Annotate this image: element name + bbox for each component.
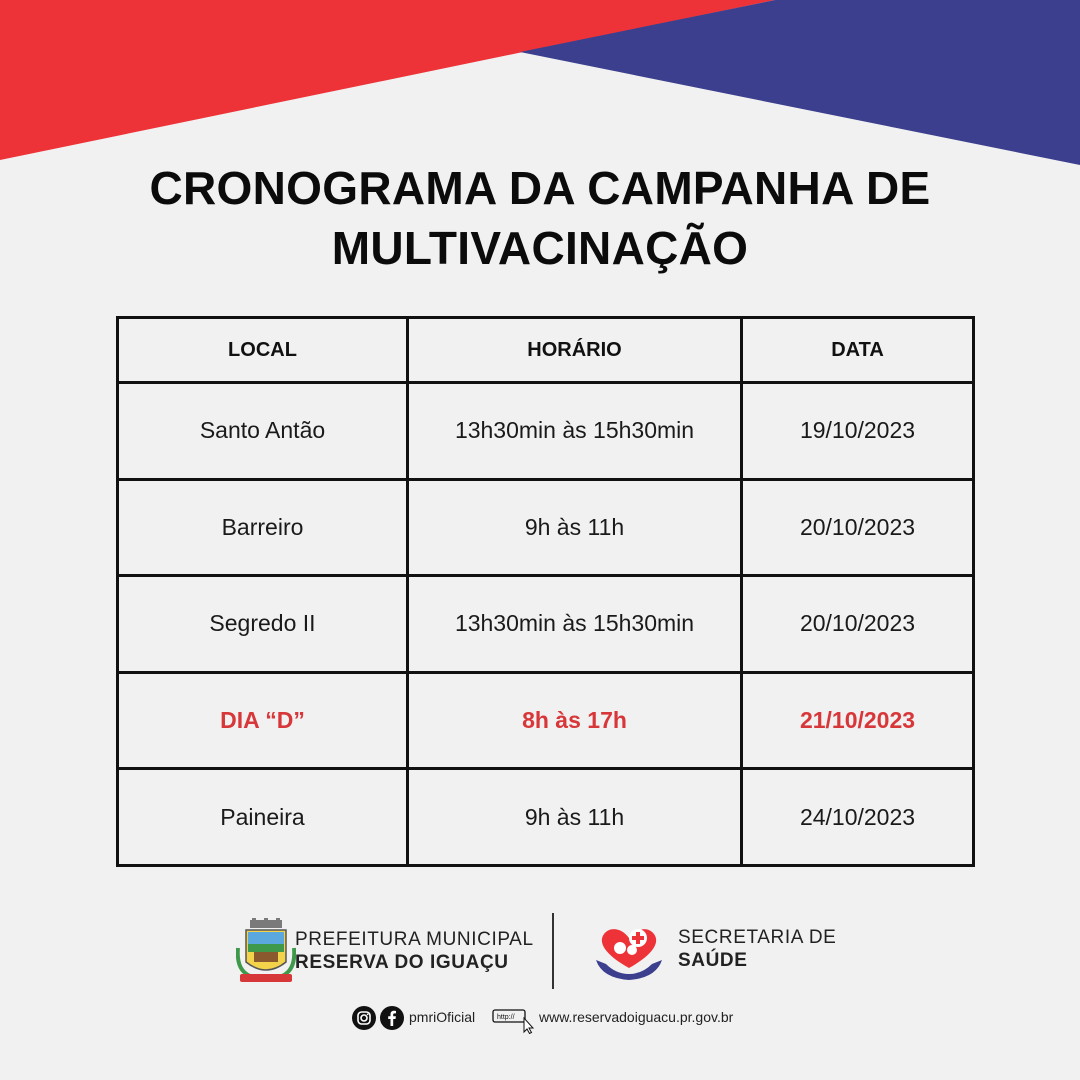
prefeitura-text <box>295 928 534 974</box>
schedule-table <box>116 316 975 867</box>
prefeitura-line-1: PREFEITURA MUNICIPAL <box>295 929 534 950</box>
cell-horario: 8h às 17h <box>408 672 742 769</box>
page-title <box>0 158 1080 278</box>
cell-horario: 9h às 11h <box>408 769 742 866</box>
website-link[interactable]: www.reservadoiguacu.pr.gov.br <box>539 1009 734 1025</box>
table-row <box>118 769 974 866</box>
table-row <box>118 576 974 673</box>
cell-horario: 13h30min às 15h30min <box>408 576 742 673</box>
header-local: LOCAL <box>118 318 408 383</box>
secretaria-line-2: SAÚDE <box>678 950 748 971</box>
title-line-2: MULTIVACINAÇÃO <box>331 222 749 274</box>
footer-divider <box>552 913 554 989</box>
facebook-icon[interactable] <box>380 1006 404 1030</box>
title-line-1: CRONOGRAMA DA CAMPANHA DE <box>149 162 931 214</box>
cell-local: Santo Antão <box>118 383 408 480</box>
cell-local: Barreiro <box>118 479 408 576</box>
header-horario: HORÁRIO <box>408 318 742 383</box>
web-icon-label: http:// <box>497 1014 515 1021</box>
instagram-icon[interactable] <box>352 1006 376 1030</box>
cell-local: DIA “D” <box>118 672 408 769</box>
coat-of-arms-icon <box>236 918 296 988</box>
social-handle-link[interactable]: pmriOficial <box>409 1009 476 1025</box>
cell-data: 20/10/2023 <box>742 479 974 576</box>
cell-horario: 13h30min às 15h30min <box>408 383 742 480</box>
web-browser-icon <box>492 1008 536 1034</box>
cell-data: 20/10/2023 <box>742 576 974 673</box>
header-data: DATA <box>742 318 974 383</box>
table-row <box>118 383 974 480</box>
prefeitura-line-2: RESERVA DO IGUAÇU <box>295 952 509 973</box>
cell-horario: 9h às 11h <box>408 479 742 576</box>
table-row <box>118 479 974 576</box>
cell-local: Paineira <box>118 769 408 866</box>
footer-logos <box>0 910 1080 990</box>
health-heart-hands-icon <box>592 922 666 984</box>
social-links <box>0 1004 1080 1034</box>
table-row-highlight <box>118 672 974 769</box>
table-header-row <box>118 318 974 383</box>
cell-data: 21/10/2023 <box>742 672 974 769</box>
secretaria-text <box>678 926 836 972</box>
secretaria-line-1: SECRETARIA DE <box>678 927 837 948</box>
cell-local: Segredo II <box>118 576 408 673</box>
cell-data: 19/10/2023 <box>742 383 974 480</box>
cell-data: 24/10/2023 <box>742 769 974 866</box>
